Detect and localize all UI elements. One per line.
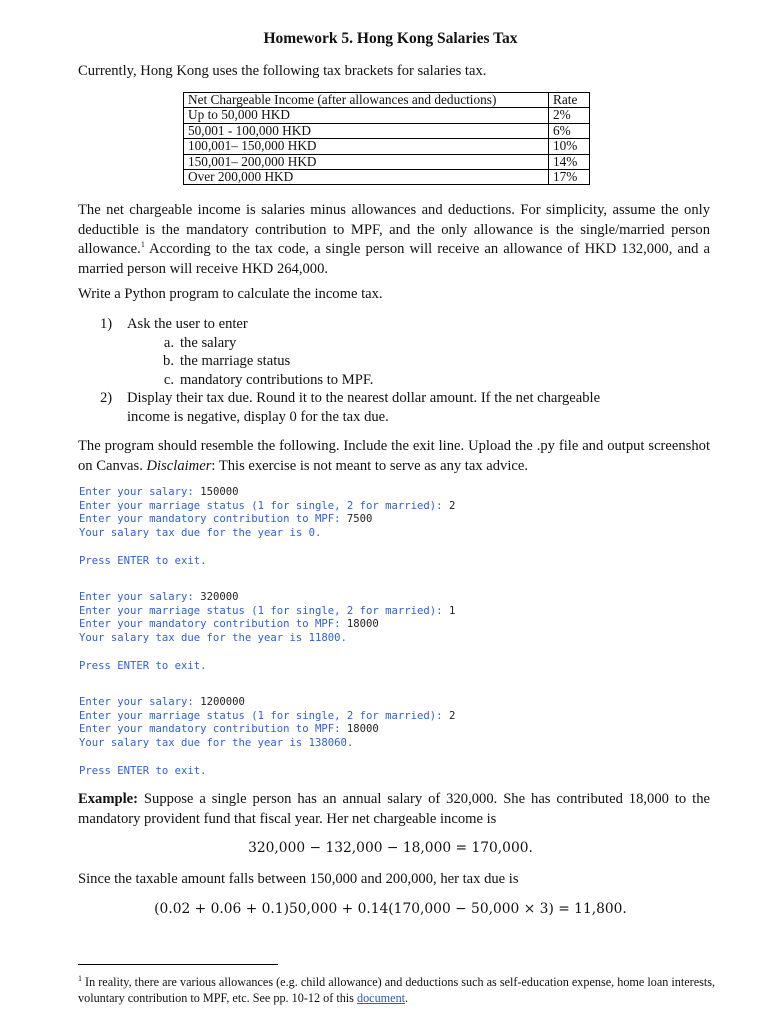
bracket-rate: 10% xyxy=(549,139,590,154)
console-output-2: Enter your salary: 320000 Enter your marriage status (1 for single, 2 for married): 1 Enter your mandatory contribution to MPF: 18000 Your salary tax due for the year is 11800. Press ENTER to exit. xyxy=(79,591,456,672)
tax-bracket-table xyxy=(183,92,590,185)
allowance-paragraph xyxy=(78,201,710,279)
document-link[interactable]: document xyxy=(356,990,406,1005)
table-header-row xyxy=(184,93,590,108)
example-label: Example: xyxy=(78,791,138,807)
table-row xyxy=(184,154,590,169)
list-item: income is negative, display 0 for the tax due. xyxy=(127,408,389,425)
equation-net-income: 320,000 − 132,000 − 18,000 = 170,000. xyxy=(248,840,533,856)
example-paragraph: Example: Suppose a single person has an annual salary of 320,000. She has contributed 18,000 to the mandatory provident fund that fiscal year. Her net chargeable income is xyxy=(78,791,710,827)
bracket-income: Over 200,000 HKD xyxy=(184,170,549,185)
console-output-3: Enter your salary: 1200000 Enter your marriage status (1 for single, 2 for married): 2 Enter your mandatory contribution to MPF: 18000 Your salary tax due for the year is 138060. Press ENTER to exit. xyxy=(79,696,456,777)
bracket-income: Up to 50,000 HKD xyxy=(184,108,549,123)
page-title: Homework 5. Hong Kong Salaries Tax xyxy=(263,30,518,47)
footnote: $^1$ In reality, there are various allowances (e.g. child allowance) and deductions such as self-education expense, home loan interests, voluntary contribution to MPF, etc. See pp. 10-12 of this document. xyxy=(78,973,716,1005)
list-item: a. the salary xyxy=(163,334,237,351)
example-mid-text: Since the taxable amount falls between 150,000 and 200,000, her tax due is xyxy=(78,871,519,887)
bracket-rate: 6% xyxy=(549,123,590,138)
steps-list xyxy=(100,315,710,427)
header-income: Net Chargeable Income (after allowances and deductions) xyxy=(184,93,549,108)
list-item: c. mandatory contributions to MPF. xyxy=(163,371,374,388)
bracket-rate: 17% xyxy=(549,170,590,185)
bracket-income: 50,001 - 100,000 HKD xyxy=(184,123,549,138)
table-row xyxy=(184,170,590,185)
bracket-income: 150,001– 200,000 HKD xyxy=(184,154,549,169)
disclaimer-label: Disclaimer xyxy=(146,457,212,474)
table-row xyxy=(184,123,590,138)
allowance-text-b: According to the tax code, a single person will receive an allowance of HKD 132,000, and a married person will receive HKD 264,000. xyxy=(78,241,710,277)
footnote-divider xyxy=(78,964,278,965)
list-item: b. the marriage status xyxy=(163,353,291,370)
allowance-text-a: The net chargeable income is salaries minus allowances and deductions. For simplicity, assume the only deductible is the mandatory contribution to MPF, and the only allowance is the single/married person allowance. xyxy=(78,202,710,257)
table-row xyxy=(184,139,590,154)
table-row xyxy=(184,108,590,123)
console-output-1: Enter your salary: 150000 Enter your marriage status (1 for single, 2 for married): 2 Enter your mandatory contribution to MPF: 7500 Your salary tax due for the year is 0. Press ENTER to exit. xyxy=(79,486,456,567)
footnote-ref[interactable]: 1 xyxy=(140,240,145,250)
intro-text: Currently, Hong Kong uses the following tax brackets for salaries tax. xyxy=(78,63,487,79)
bracket-rate: 2% xyxy=(549,108,590,123)
task-text: Write a Python program to calculate the income tax. xyxy=(78,286,383,302)
equation-tax-due: (0.02 + 0.06 + 0.1)50,000 + 0.14(170,000 − 50,000 × 3) = 11,800. xyxy=(154,901,627,917)
bracket-income: 100,001– 150,000 HKD xyxy=(184,139,549,154)
list-item: 2) Display their tax due. Round it to the nearest dollar amount. If the net chargeable xyxy=(100,390,601,407)
bracket-rate: 14% xyxy=(549,154,590,169)
instructions-paragraph: The program should resemble the following. Include the exit line. Upload the .py file and output screenshot on Canvas. Disclaimer: This exercise is not meant to serve as any tax advice. xyxy=(78,438,710,474)
header-rate: Rate xyxy=(549,93,590,108)
list-item: 1) Ask the user to enter xyxy=(100,316,248,332)
